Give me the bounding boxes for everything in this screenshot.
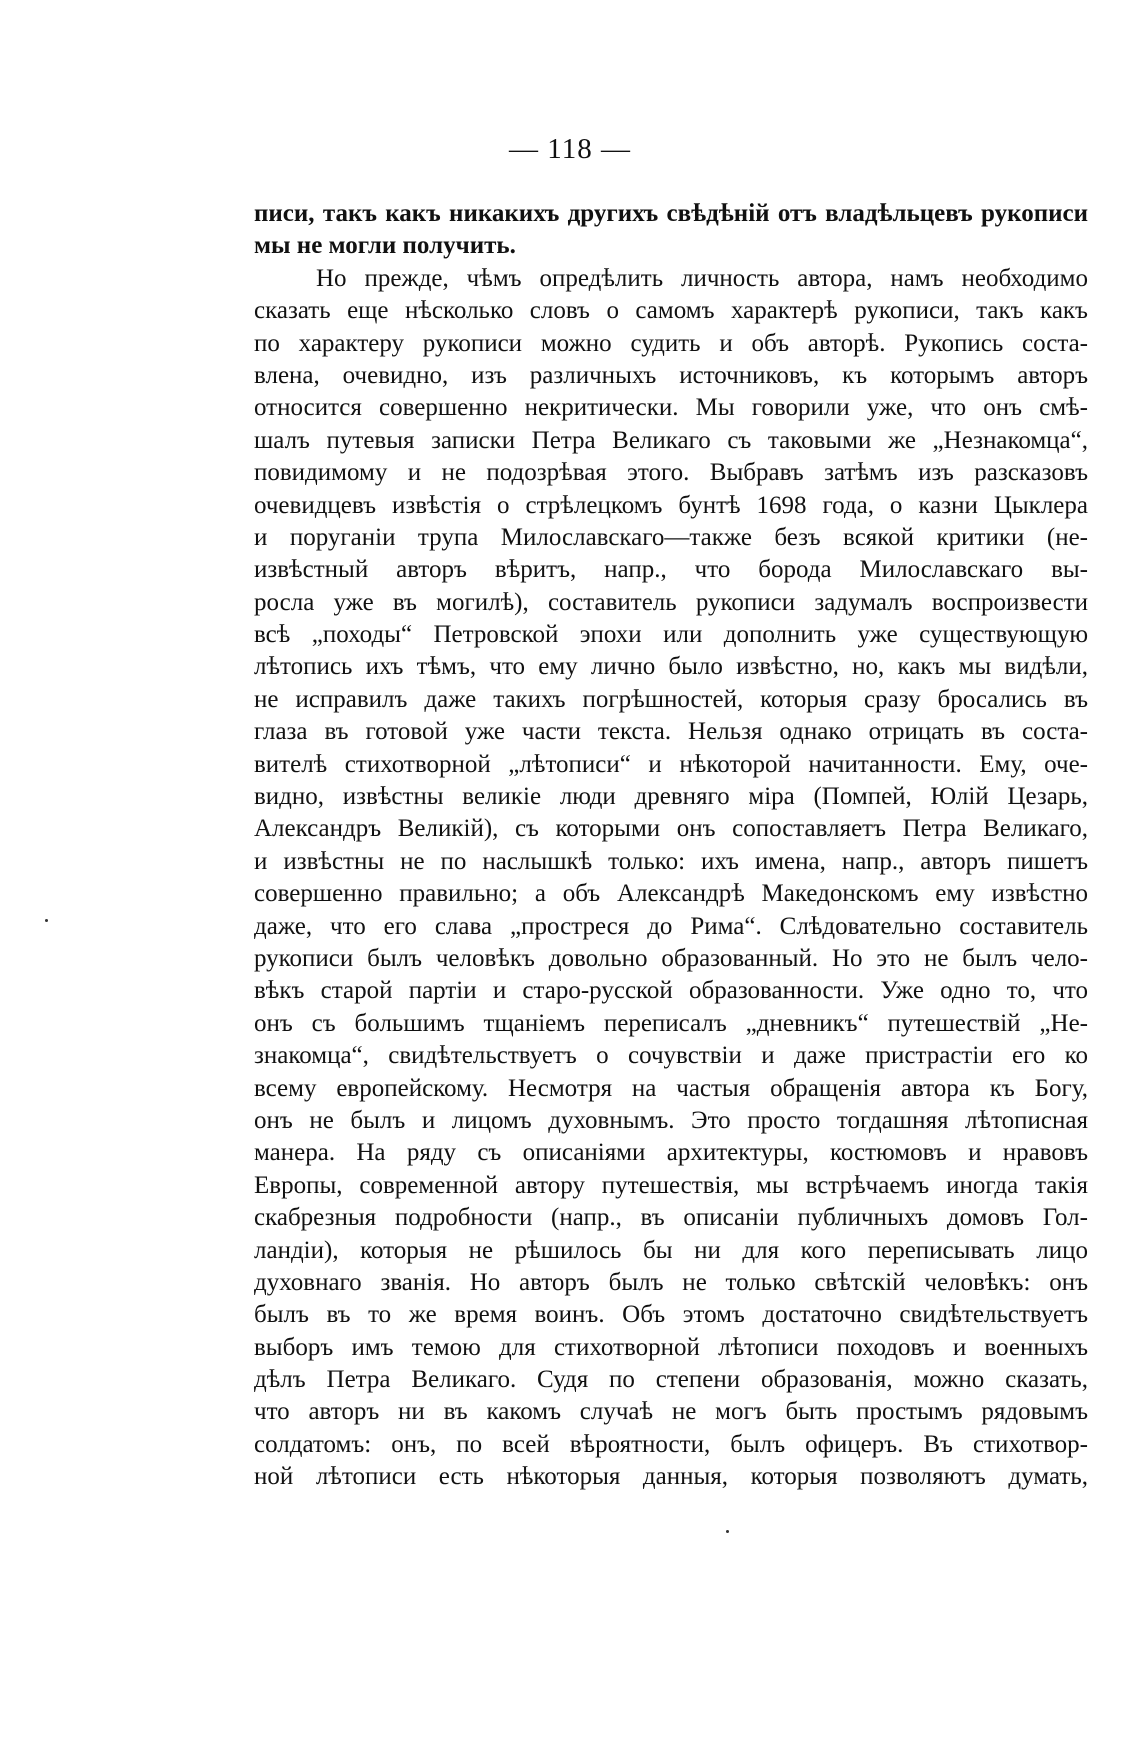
text-line: всему европейскому. Несмотря на частыя обращенія автора къ Богу, xyxy=(254,1074,1088,1102)
text-line: всѣ „походы“ Петровской эпохи или дополнить уже существующую xyxy=(254,621,1088,649)
paragraph-first-line: Но прежде, чѣмъ опредѣлить личность автора, намъ необходимо xyxy=(316,264,1088,292)
text-line: шалъ путевыя записки Петра Великаго съ таковыми же „Незнакомца“, xyxy=(254,426,1088,454)
text-line: вѣкъ старой партіи и старо-русской образованности. Уже одно то, что xyxy=(254,977,1088,1005)
text-line: извѣстный авторъ вѣритъ, напр., что борода Милославскаго вы- xyxy=(254,556,1088,584)
text-line: дѣлъ Петра Великаго. Судя по степени образованія, можно сказать, xyxy=(254,1366,1088,1394)
text-line: знакомца“, свидѣтельствуетъ о сочувствіи и даже пристрастіи его ко xyxy=(254,1042,1088,1070)
text-line: онъ не былъ и лицомъ духовнымъ. Это просто тогдашняя лѣтописная xyxy=(254,1106,1088,1134)
text-line: былъ въ то же время воинъ. Объ этомъ достаточно свидѣтельствуетъ xyxy=(254,1301,1088,1329)
text-line: онъ съ большимъ тщаніемъ переписалъ „дневникъ“ путешествій „Не- xyxy=(254,1009,1088,1037)
text-line: и поруганіи трупа Милославскаго—также безъ всякой критики (не- xyxy=(254,523,1088,551)
text-line: влена, очевидно, изъ различныхъ источниковъ, къ которымъ авторъ xyxy=(254,361,1088,389)
text-line: и извѣстны не по наслышкѣ только: ихъ имена, напр., авторъ пишетъ xyxy=(254,847,1088,875)
text-line: очевидцевъ извѣстія о стрѣлецкомъ бунтѣ 1698 года, о казни Цыклера xyxy=(254,491,1088,519)
text-line: Александръ Великій), съ которыми онъ сопоставляетъ Петра Великаго, xyxy=(254,815,1088,843)
text-line: мы не могли получить. xyxy=(254,232,516,260)
text-line: ной лѣтописи есть нѣкоторыя данныя, которыя позволяютъ думать, xyxy=(254,1463,1088,1491)
text-line: скабрезныя подробности (напр., въ описаніи публичныхъ домовъ Гол- xyxy=(254,1204,1088,1232)
text-line: писи, такъ какъ никакихъ другихъ свѣдѣній отъ владѣльцевъ рукописи xyxy=(254,200,1088,227)
text-line: вителѣ стихотворной „лѣтописи“ и нѣкоторой начитанности. Ему, оче- xyxy=(254,750,1088,778)
text-line: повидимому и не подозрѣвая этого. Выбравъ затѣмъ изъ разсказовъ xyxy=(254,459,1088,487)
text-line: даже, что его слава „простреся до Рима“. Слѣдовательно составитель xyxy=(254,912,1088,940)
text-line: не исправилъ даже такихъ погрѣшностей, которыя сразу бросались въ xyxy=(254,685,1088,713)
text-line: по характеру рукописи можно судить и объ авторѣ. Рукопись соста- xyxy=(254,329,1088,357)
scan-speck xyxy=(45,919,48,922)
text-line: видно, извѣстны великіе люди древняго міра (Помпей, Юлій Цезарь, xyxy=(254,783,1088,811)
text-line: совершенно правильно; а объ Александрѣ Македонскомъ ему извѣстно xyxy=(254,880,1088,908)
text-line: солдатомъ: онъ, по всей вѣроятности, былъ офицеръ. Въ стихотвор- xyxy=(254,1430,1088,1458)
text-line: глаза въ готовой уже части текста. Нельзя однако отрицать въ соста- xyxy=(254,718,1088,746)
text-line: относится совершенно некритически. Мы говорили уже, что онъ смѣ- xyxy=(254,394,1088,422)
page-number: — 118 — xyxy=(509,133,631,165)
text-line: рукописи былъ человѣкъ довольно образованный. Но это не былъ чело- xyxy=(254,944,1088,972)
text-line: ландіи), которыя не рѣшилось бы ни для кого переписывать лицо xyxy=(254,1236,1088,1264)
text-line: Европы, современной автору путешествія, мы встрѣчаемъ иногда такія xyxy=(254,1171,1088,1199)
text-line: духовнаго званія. Но авторъ былъ не только свѣтскій человѣкъ: онъ xyxy=(254,1268,1088,1296)
text-line: выборъ имъ темою для стихотворной лѣтописи походовъ и военныхъ xyxy=(254,1333,1088,1361)
text-line: сказать еще нѣсколько словъ о самомъ характерѣ рукописи, такъ какъ xyxy=(254,297,1088,325)
scan-speck xyxy=(726,1530,729,1533)
text-line: росла уже въ могилѣ), составитель рукописи задумалъ воспроизвести xyxy=(254,588,1088,616)
text-line: что авторъ ни въ какомъ случаѣ не могъ быть простымъ рядовымъ xyxy=(254,1398,1088,1426)
body-text xyxy=(254,198,1088,1494)
text-line: лѣтопись ихъ тѣмъ, что ему лично было извѣстно, но, какъ мы видѣли, xyxy=(254,653,1088,681)
text-line: манера. На ряду съ описаніями архитектуры, костюмовъ и нравовъ xyxy=(254,1139,1088,1167)
